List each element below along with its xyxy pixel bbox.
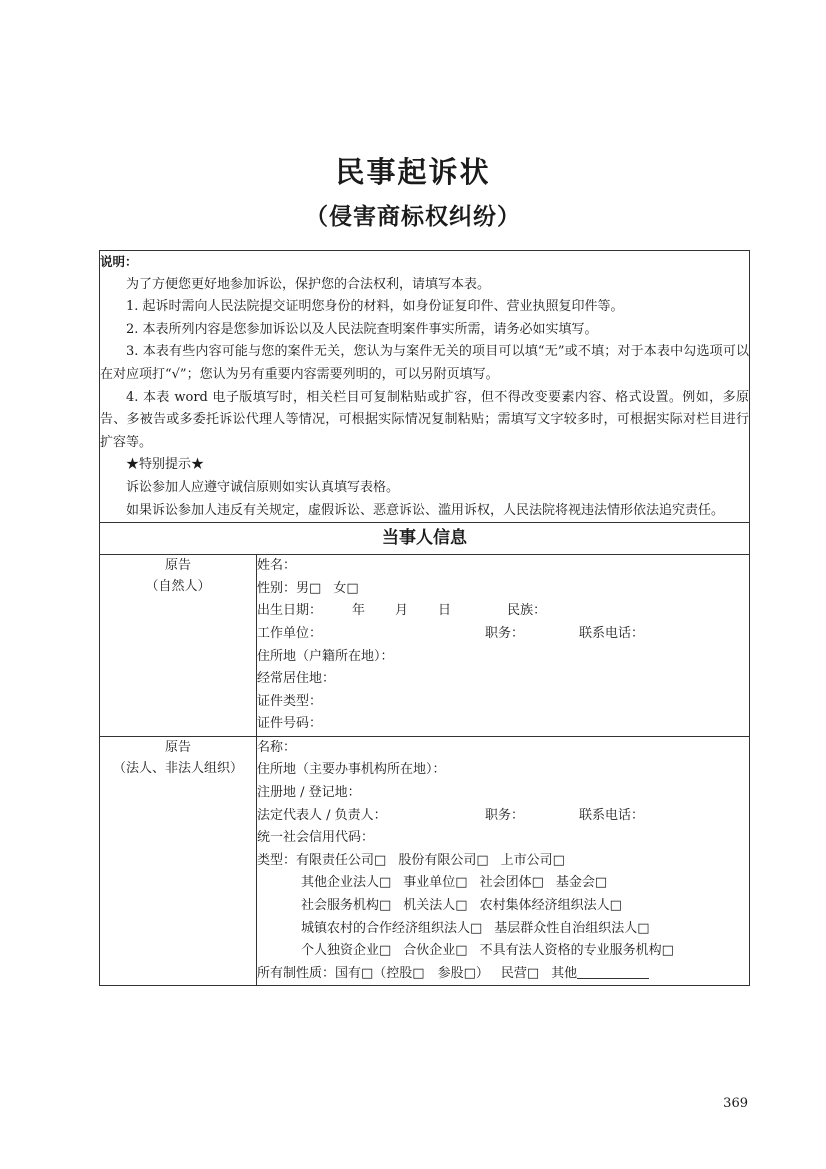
org-type-row-4 (257, 918, 749, 941)
residence-field[interactable]: 经常居住地： (257, 671, 336, 687)
instructions-label: 说明： (100, 254, 138, 269)
ownership-label: 所有制性质： (257, 965, 336, 981)
position-field[interactable]: 职务： (485, 625, 525, 641)
name-field[interactable]: 姓名： (257, 558, 297, 574)
type-foundation-checkbox[interactable]: 基金会□ (555, 875, 608, 891)
gender-female-checkbox[interactable]: 女□ (333, 580, 359, 596)
employer-field[interactable]: 工作单位： (257, 625, 323, 641)
natural-person-fields (257, 555, 750, 737)
employer-row (257, 623, 749, 646)
org-type-row-2 (257, 872, 749, 895)
ethnicity-field[interactable]: 民族： (507, 603, 547, 619)
org-type-row-5 (257, 940, 749, 963)
type-partnership-checkbox[interactable]: 合伙企业□ (403, 943, 468, 959)
ownership-other-label: 其他 (551, 965, 578, 981)
instruction-item-1: 1. 起诉时需向人民法院提交证明您身份的材料，如身份证复印件、营业执照复印件等。 (126, 299, 624, 315)
representative-field[interactable]: 法定代表人 / 负责人： (257, 807, 387, 823)
registration-place-field[interactable]: 注册地 / 登记地： (257, 785, 361, 801)
party-info-heading: 当事人信息 (100, 523, 750, 555)
notes-row (100, 251, 750, 523)
org-type-label: 类型： (257, 852, 297, 868)
type-sole-proprietorship-checkbox[interactable]: 个人独资企业□ (301, 943, 392, 959)
org-type-row-3 (257, 895, 749, 918)
type-professional-service-checkbox[interactable]: 不具有法人资格的专业服务机构□ (479, 943, 674, 959)
natural-person-label: （自然人） (145, 579, 211, 595)
id-number-field[interactable]: 证件号码： (257, 716, 323, 732)
organization-label: （法人、非法人组织） (112, 760, 243, 776)
type-llc-checkbox[interactable]: 有限责任公司□ (296, 852, 387, 868)
type-other-enterprise-checkbox[interactable]: 其他企业法人□ (301, 875, 392, 891)
liability-warning: 如果诉讼参加人违反有关规定，虚假诉讼、恶意诉讼、滥用诉权，人民法院将视违法情形依法追究责任。 (126, 502, 725, 518)
domicile-field[interactable]: 住所地（户籍所在地）： (257, 648, 394, 664)
gender-label: 性别： (257, 580, 297, 596)
org-domicile-field[interactable]: 住所地（主要办事机构所在地）： (257, 762, 446, 778)
birth-day-label: 日 (438, 603, 452, 619)
type-cooperative-checkbox[interactable]: 城镇农村的合作经济组织法人□ (301, 920, 483, 936)
org-type-row-1 (257, 850, 749, 873)
representative-row (257, 805, 749, 828)
party-heading-row (100, 523, 750, 555)
honesty-notice: 诉讼参加人应遵守诚信原则如实认真填写表格。 (126, 479, 400, 495)
type-public-institution-checkbox[interactable]: 事业单位□ (403, 875, 468, 891)
special-notice-heading: ★特别提示★ (126, 457, 205, 473)
natural-person-label-cell (100, 555, 257, 737)
type-grassroots-autonomy-checkbox[interactable]: 基层群众性自治组织法人□ (494, 920, 650, 936)
ownership-state-checkbox[interactable]: 国有□（控股□ 参股□） (335, 965, 489, 981)
instructions-cell (100, 251, 750, 523)
org-phone-field[interactable]: 联系电话： (579, 807, 645, 823)
document-subtitle: （侵害商标权纠纷） (305, 204, 521, 230)
org-position-field[interactable]: 职务： (485, 807, 525, 823)
ownership-other-blank[interactable] (577, 963, 649, 979)
complaint-form-table (99, 250, 750, 986)
plaintiff-label: 原告 (164, 558, 191, 574)
organization-label-cell (100, 736, 257, 986)
credit-code-field[interactable]: 统一社会信用代码： (257, 830, 375, 846)
type-joint-stock-checkbox[interactable]: 股份有限公司□ (398, 852, 489, 868)
birth-date-label: 出生日期： (257, 603, 323, 619)
document-title: 民事起诉状 (335, 155, 491, 189)
gender-male-checkbox[interactable]: 男□ (296, 580, 322, 596)
ownership-row (257, 963, 749, 986)
gender-field (257, 578, 749, 601)
birth-year-label: 年 (352, 603, 366, 619)
instruction-item-3: 3. 本表有些内容可能与您的案件无关，您认为与案件无关的项目可以填“无”或不填；对于本表中勾选项可以在对应项打“√”；您认为另有重要内容需要列明的，可以另附页填写。 (100, 344, 750, 382)
id-type-field[interactable]: 证件类型： (257, 693, 323, 709)
type-listed-company-checkbox[interactable]: 上市公司□ (500, 852, 565, 868)
phone-field[interactable]: 联系电话： (579, 625, 645, 641)
organization-row (100, 736, 750, 986)
plaintiff-org-label: 原告 (164, 739, 191, 755)
page-number: 369 (723, 1096, 748, 1111)
ownership-private-checkbox[interactable]: 民营□ (500, 965, 540, 981)
instructions-intro: 为了方便您更好地参加诉讼，保护您的合法权利，请填写本表。 (126, 276, 491, 292)
birth-month-label: 月 (395, 603, 409, 619)
natural-person-row (100, 555, 750, 737)
instruction-item-4: 4. 本表 word 电子版填写时，相关栏目可复制粘贴或扩容，但不得改变要素内容、格式设置。例如，多原告、多被告或多委托诉讼代理人等情况，可根据实际情况复制粘贴；需填写文字较多时，可根据实际对栏目进行扩容等。 (100, 389, 750, 450)
type-government-checkbox[interactable]: 机关法人□ (403, 898, 468, 914)
birth-date-field[interactable] (257, 600, 749, 623)
org-name-field[interactable]: 名称： (257, 739, 297, 755)
organization-fields (257, 736, 750, 986)
instruction-item-2: 2. 本表所列内容是您参加诉讼以及人民法院查明案件事实所需，请务必如实填写。 (126, 321, 598, 337)
type-rural-collective-checkbox[interactable]: 农村集体经济组织法人□ (479, 898, 622, 914)
type-social-group-checkbox[interactable]: 社会团体□ (479, 875, 544, 891)
type-social-service-checkbox[interactable]: 社会服务机构□ (301, 898, 392, 914)
